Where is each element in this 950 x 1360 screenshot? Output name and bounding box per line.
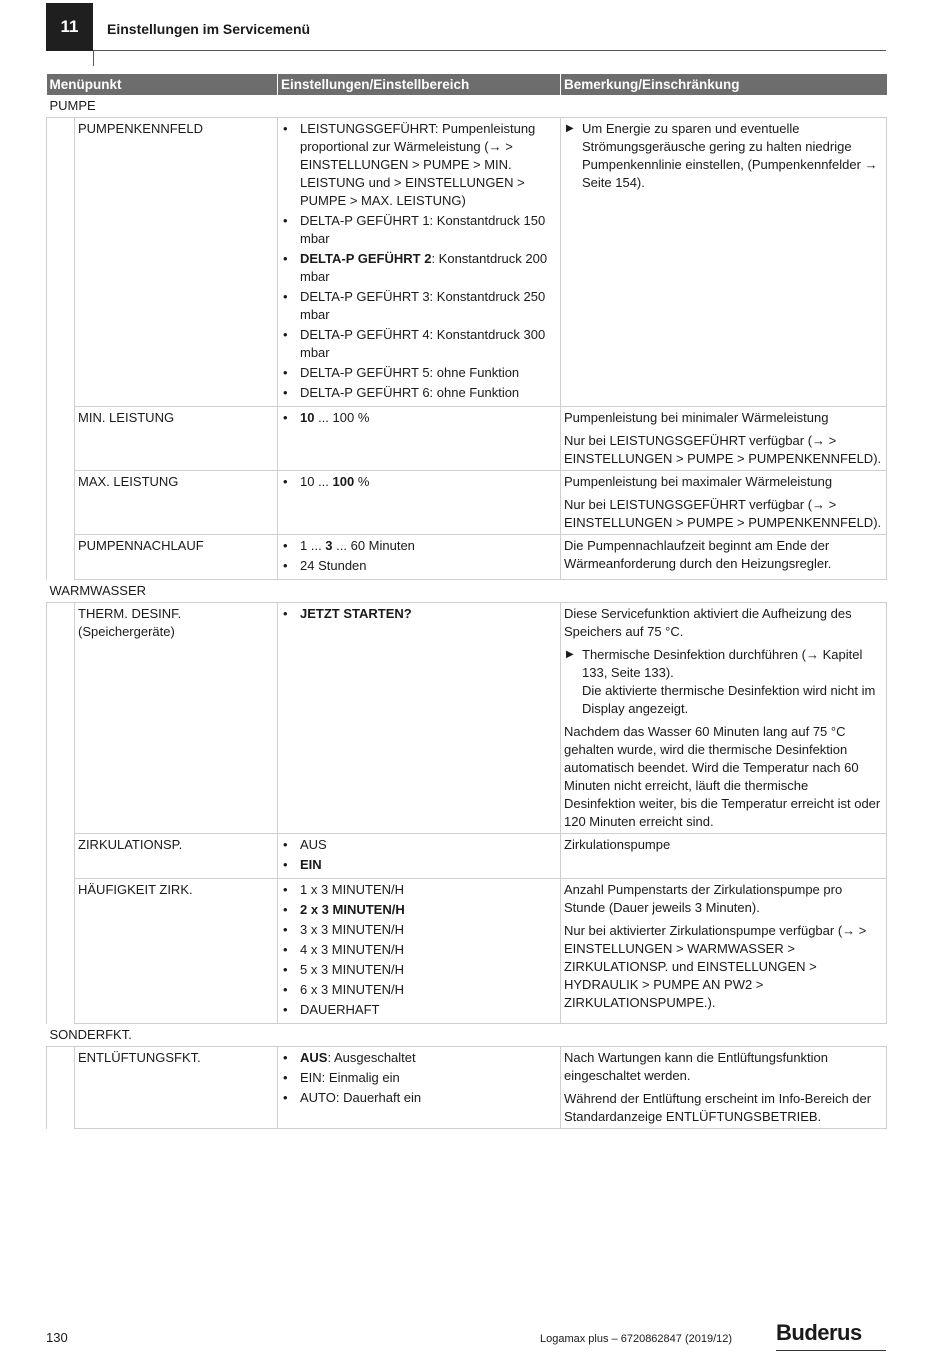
menu-item-name: ENTLÜFTUNGSFKT.	[75, 1047, 278, 1129]
menu-item-name: MAX. LEISTUNG	[75, 471, 278, 535]
section-row-pumpe	[47, 95, 887, 118]
remark-text: Nachdem das Wasser 60 Minuten lang auf 75 °C gehalten wurde, wird die thermische Desinfektion automatisch beendet. Wird die Temperatur nach 60 Minuten nicht erreicht, läuft die thermische Desinfektion weiter, bis die Temperatur erreicht ist oder 120 Minuten erreicht sind.	[564, 724, 881, 829]
remark-text: Die Pumpennachlaufzeit beginnt am Ende der Wärmeanforderung durch den Heizungsregler.	[564, 538, 832, 571]
setting-option: • EIN: Einmalig ein	[281, 1069, 557, 1087]
remark-text: Thermische Desinfektion durchführen (→ Kapitel 133, Seite 133).	[582, 647, 863, 680]
table-row	[47, 1047, 887, 1129]
settings-cell	[278, 1047, 561, 1129]
setting-option: • JETZT STARTEN?	[281, 605, 557, 623]
settings-cell	[278, 834, 561, 879]
remark-cell	[561, 535, 887, 580]
remark-text: Die aktivierte thermische Desinfektion wird nicht im Display angezeigt.	[582, 683, 876, 716]
setting-option: • 10 ... 100 %	[281, 409, 557, 427]
setting-option-default: • EIN	[281, 856, 557, 874]
table-row	[47, 603, 887, 834]
setting-option: • 10 ... 100 %	[281, 473, 557, 491]
chapter-number: 11	[46, 3, 93, 51]
remark-text: Diese Servicefunktion aktiviert die Aufheizung des Speichers auf 75 °C.	[564, 606, 852, 639]
remark-text: Nur bei aktivierter Zirkulationspumpe verfügbar (→ > EINSTELLUNGEN > WARMWASSER > ZIRKULATIONSP. und EINSTELLUNGEN > HYDRAULIK > PUMPE AN PW2 > ZIRKULATIONSPUMPE.).	[564, 923, 867, 1010]
menu-item-name: HÄUFIGKEIT ZIRK.	[75, 879, 278, 1024]
menu-item-name: ZIRKULATIONSP.	[75, 834, 278, 879]
remark-cell	[561, 471, 887, 535]
brand-logo: Buderus	[776, 1320, 862, 1345]
remark-cell	[561, 834, 887, 879]
settings-cell	[278, 118, 561, 407]
service-menu-table	[46, 74, 887, 1129]
setting-option: • 1 x 3 MINUTEN/H	[281, 881, 557, 899]
setting-option: • AUS	[281, 836, 557, 854]
table-row	[47, 535, 887, 580]
remark-text: Anzahl Pumpenstarts der Zirkulationspumpe pro Stunde (Dauer jeweils 3 Minuten).	[564, 882, 843, 915]
remark-text: Nach Wartungen kann die Entlüftungsfunktion eingeschaltet werden.	[564, 1050, 829, 1083]
setting-option: • LEISTUNGSGEFÜHRT: Pumpenleistung proportional zur Wärmeleistung (→ > EINSTELLUNGEN > PUMPE > MIN. LEISTUNG und > EINSTELLUNGEN > PUMPE > MAX. LEISTUNG)	[281, 120, 557, 210]
table-row	[47, 407, 887, 471]
table-row	[47, 471, 887, 535]
setting-option: • DELTA-P GEFÜHRT 6: ohne Funktion	[281, 384, 557, 402]
logo-underline	[776, 1350, 886, 1351]
setting-option-default: • DELTA-P GEFÜHRT 2: Konstantdruck 200 mbar	[281, 250, 557, 286]
setting-option: • 4 x 3 MINUTEN/H	[281, 941, 557, 959]
remark-text: Während der Entlüftung erscheint im Info-Bereich der Standardanzeige ENTLÜFTUNGSBETRIEB.	[564, 1091, 872, 1124]
menu-item-name: MIN. LEISTUNG	[75, 407, 278, 471]
section-label: PUMPE	[47, 95, 887, 118]
table-header-row	[47, 74, 887, 95]
menu-item-name: THERM. DESINF. (Speichergeräte)	[75, 603, 278, 834]
column-header-menu: Menüpunkt	[47, 74, 278, 95]
section-row-sonderfkt	[47, 1024, 887, 1047]
column-header-settings: Einstellungen/Einstellbereich	[278, 74, 561, 95]
header-rule-tick	[93, 50, 94, 66]
remark-text: Pumpenleistung bei maximaler Wärmeleistung	[564, 474, 833, 489]
triangle-bullet-icon: ▶	[566, 123, 574, 134]
table-row	[47, 118, 887, 407]
remark-cell	[561, 879, 887, 1024]
setting-option: • DELTA-P GEFÜHRT 5: ohne Funktion	[281, 364, 557, 382]
section-row-warmwasser	[47, 580, 887, 603]
setting-option: • AUTO: Dauerhaft ein	[281, 1089, 557, 1107]
setting-option: • DELTA-P GEFÜHRT 3: Konstantdruck 250 mbar	[281, 288, 557, 324]
settings-cell	[278, 407, 561, 471]
document-reference: Logamax plus – 6720862847 (2019/12)	[540, 1333, 733, 1345]
column-header-remarks: Bemerkung/Einschränkung	[561, 74, 887, 95]
setting-option: • 5 x 3 MINUTEN/H	[281, 961, 557, 979]
setting-option: • 3 x 3 MINUTEN/H	[281, 921, 557, 939]
header-rule	[93, 50, 886, 51]
settings-cell	[278, 603, 561, 834]
remark-cell	[561, 407, 887, 471]
setting-option: • 6 x 3 MINUTEN/H	[281, 981, 557, 999]
menu-item-name: PUMPENKENNFELD	[75, 118, 278, 407]
page-number: 130	[46, 1330, 68, 1345]
setting-option: • 1 ... 3 ... 60 Minuten	[281, 537, 557, 555]
settings-cell	[278, 535, 561, 580]
table-row	[47, 879, 887, 1024]
remark-cell	[561, 603, 887, 834]
menu-item-name: PUMPENNACHLAUF	[75, 535, 278, 580]
remark-cell	[561, 1047, 887, 1129]
setting-option-default: • AUS: Ausgeschaltet	[281, 1049, 557, 1067]
section-label: WARMWASSER	[47, 580, 887, 603]
triangle-bullet-icon: ▶	[566, 649, 574, 660]
settings-cell	[278, 471, 561, 535]
remark-text: Nur bei LEISTUNGSGEFÜHRT verfügbar (→ > EINSTELLUNGEN > PUMPE > PUMPENKENNFELD).	[564, 497, 882, 530]
setting-option: • 24 Stunden	[281, 557, 557, 575]
table-row	[47, 834, 887, 879]
remark-text: Zirkulationspumpe	[564, 837, 671, 852]
section-label: SONDERFKT.	[47, 1024, 887, 1047]
settings-cell	[278, 879, 561, 1024]
remark-text: Um Energie zu sparen und eventuelle Strömungsgeräusche gering zu halten niedrige Pumpenkennlinie einstellen, (Pumpenkennfelder → Seite 154).	[582, 121, 878, 190]
setting-option: • DELTA-P GEFÜHRT 1: Konstantdruck 150 mbar	[281, 212, 557, 248]
remark-cell	[561, 118, 887, 407]
chapter-title: Einstellungen im Servicemenü	[107, 21, 311, 37]
setting-option-default: • 2 x 3 MINUTEN/H	[281, 901, 557, 919]
remark-text: Nur bei LEISTUNGSGEFÜHRT verfügbar (→ > EINSTELLUNGEN > PUMPE > PUMPENKENNFELD).	[564, 433, 882, 466]
remark-text: Pumpenleistung bei minimaler Wärmeleistung	[564, 410, 829, 425]
setting-option: • DAUERHAFT	[281, 1001, 557, 1019]
setting-option: • DELTA-P GEFÜHRT 4: Konstantdruck 300 mbar	[281, 326, 557, 362]
